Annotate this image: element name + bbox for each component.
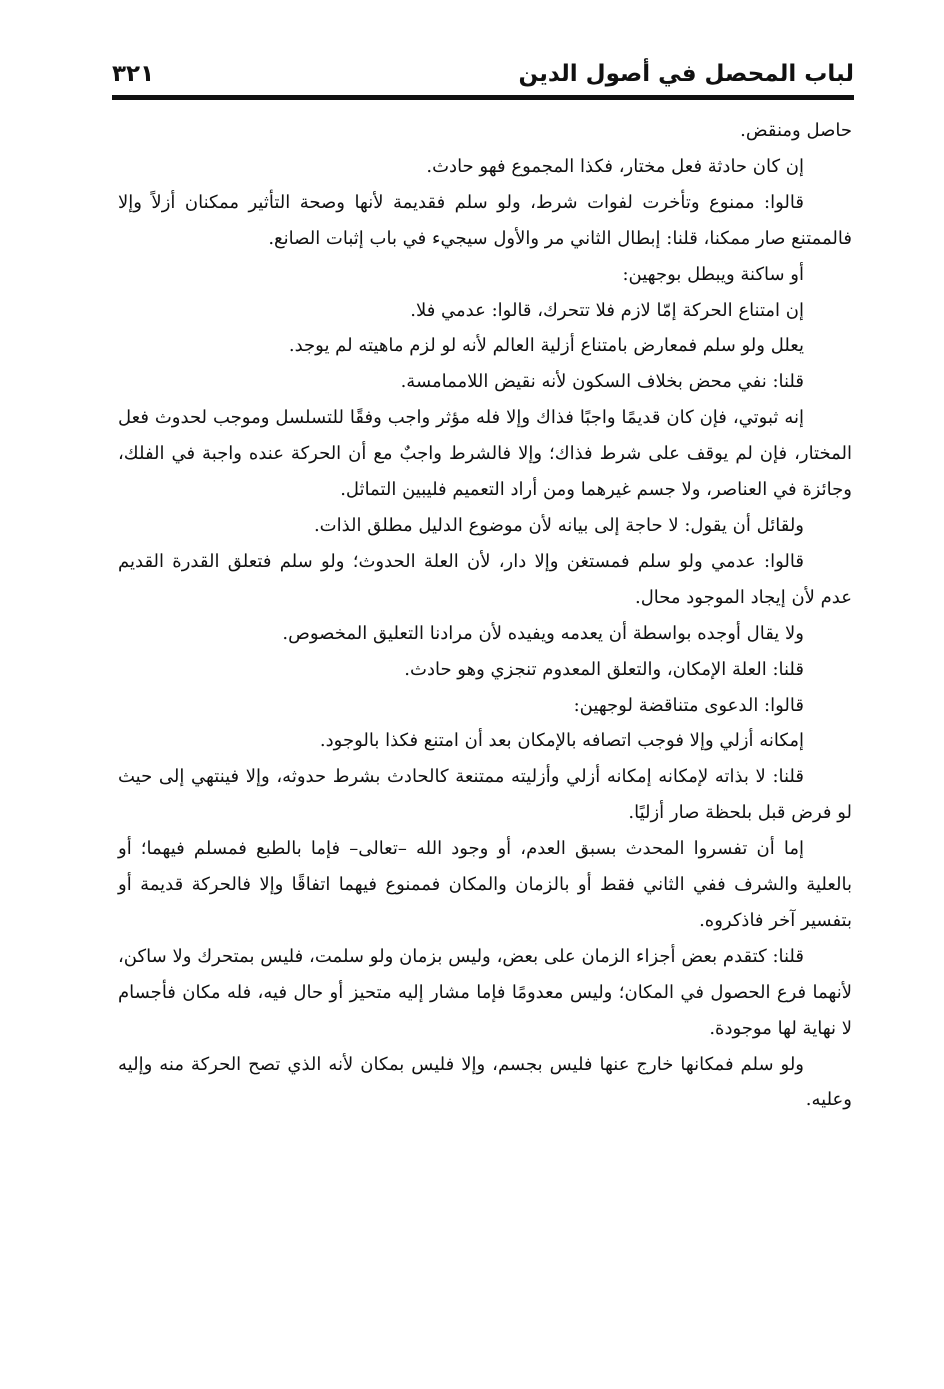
paragraph: إنه ثبوتي، فإن كان قديمًا واجبًا فذاك وإلا فله مؤثر واجب وفقًا للتسلسل وموجب لحدوث فعل المختار، فإن لم يوقف على شرط فذاك؛ وإلا فالشرط واجبٌ مع أن الحركة عنده واجبة في الفلك، وجائزة في العناصر، ولا جسم غيرهما ومن أراد التعميم فليبين التماثل.: [118, 407, 852, 501]
page-header: [112, 58, 854, 98]
paragraph: قالوا: عدمي ولو سلم فمستغن وإلا دار، لأن العلة الحدوث؛ ولو سلم فتعلق القدرة القديم عدم لأن إيجاد الموجود محال.: [118, 550, 852, 608]
paragraph: يعلل ولو سلم فمعارض بامتناع أزلية العالم لأنه لو لزم ماهيته لم يوجد.: [288, 335, 804, 357]
paragraph: قلنا: نفي محض بخلاف السكون لأنه نقيض اللاممامسة.: [400, 371, 804, 393]
page-number: ٣٢١: [112, 61, 155, 87]
header-rule: [112, 95, 854, 100]
body-text: [118, 113, 852, 1118]
paragraph: قالوا: الدعوى متناقضة لوجهين:: [573, 694, 804, 716]
paragraph: قلنا: العلة الإمكان، والتعلق المعدوم تنجزي وهو حادث.: [404, 658, 804, 680]
paragraph: قالوا: ممنوع وتأخرت لفوات شرط، ولو سلم فقديمة لأنها وصحة التأثير ممكنان أزلاً وإلا فالممتنع صار ممكنا، قلنا: إبطال الثاني مر والأول سيجيء في باب إثبات الصانع.: [118, 191, 852, 249]
paragraph: قلنا: لا بذاته لإمكانه إمكانه أزلي وأزليته ممتنعة كالحادث بشرط حدوثه، وإلا فينتهي إلى حيث لو فرض قبل بلحظة صار أزليًا.: [118, 766, 852, 824]
paragraph: إن امتناع الحركة إمّا لازم فلا تتحرك، قالوا: عدمي فلا.: [410, 299, 804, 321]
paragraph: قلنا: كتقدم بعض أجزاء الزمان على بعض، وليس بزمان ولو سلمت، فليس بمتحرك ولا ساكن، لأنهما فرع الحصول في المكان؛ وليس معدومًا فإما مشار إليه متحيز أو حال فيه، فله مكان فأجسام لا نهاية لها موجودة.: [118, 945, 852, 1039]
paragraph: ولو سلم فمكانها خارج عنها فليس بجسم، وإلا فليس بمكان لأنه الذي تصح الحركة منه وإليه وعليه.: [118, 1053, 852, 1111]
paragraph: ولا يقال أوجده بواسطة أن يعدمه ويفيده لأن مرادنا التعليق المخصوص.: [282, 622, 804, 644]
paragraph: حاصل ومنقض.: [740, 120, 852, 141]
paragraph: أو ساكنة ويبطل بوجهين:: [622, 263, 804, 285]
paragraph: إن كان حادثة فعل مختار، فكذا المجموع فهو حادث.: [426, 155, 804, 177]
running-title: لباب المحصل في أصول الدين: [518, 61, 854, 87]
paragraph: إمكانه أزلي وإلا فوجب اتصافه بالإمكان بعد أن امتنع فكذا بالوجود.: [319, 730, 804, 752]
paragraph: إما أن تفسروا المحدث بسبق العدم، أو وجود الله –تعالى– فإما بالطبع فمسلم فيهما؛ أو بالعلية والشرف ففي الثاني فقط أو بالزمان والمكان فممنوع فيهما اتفاقًا وإلا فالحركة قديمة أو بتفسير آخر فاذكروه.: [118, 838, 852, 931]
paragraph: ولقائل أن يقول: لا حاجة إلى بيانه لأن موضوع الدليل مطلق الذات.: [313, 514, 804, 536]
